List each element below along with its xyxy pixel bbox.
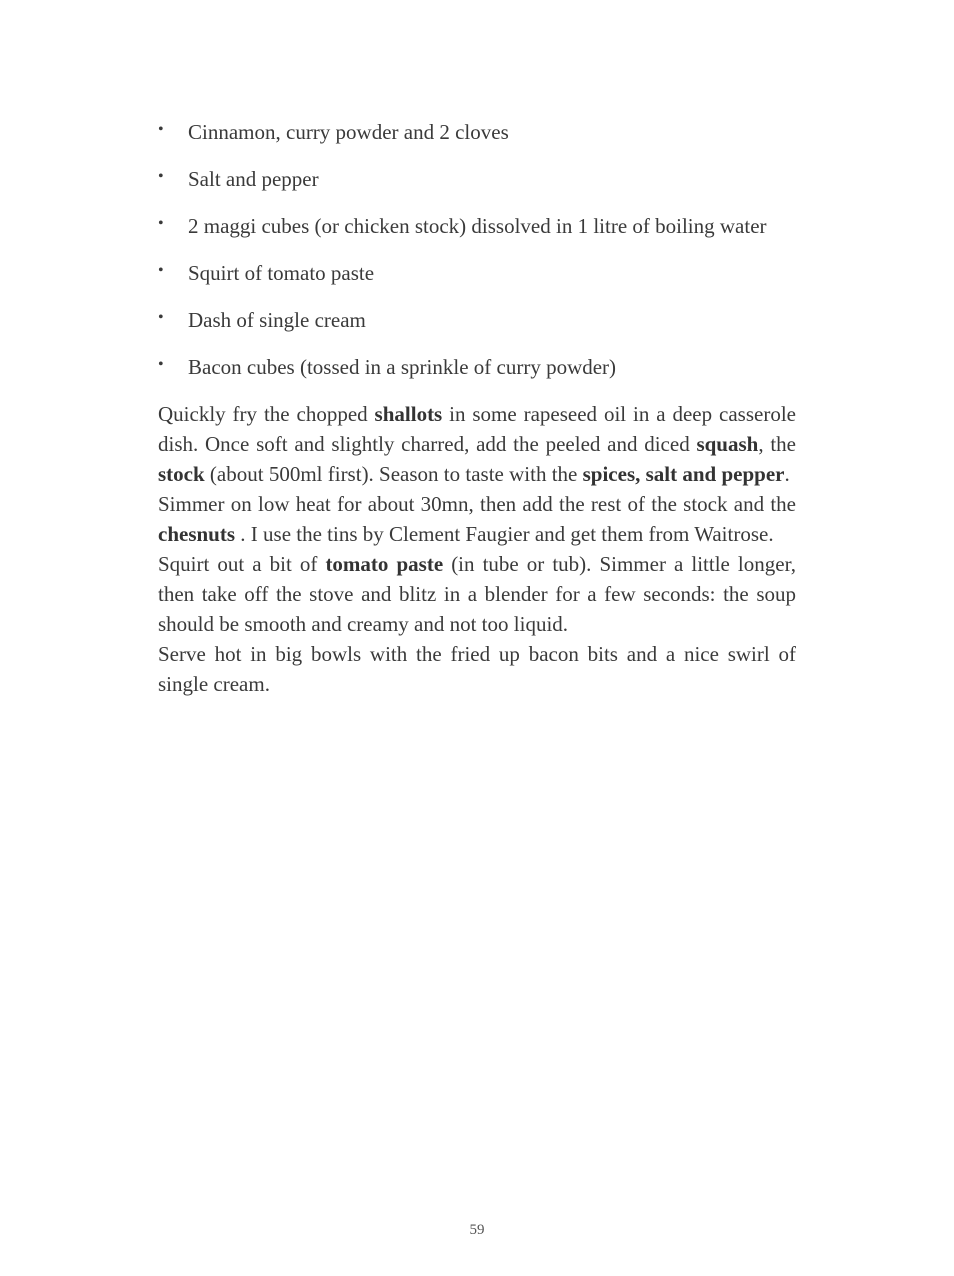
bold-term: squash (696, 432, 759, 456)
ingredient-text: Cinnamon, curry powder and 2 cloves (188, 120, 509, 144)
text-run: Quickly fry the chopped (158, 402, 375, 426)
bullet-icon: • (158, 356, 164, 373)
bold-term: tomato paste (325, 552, 444, 576)
text-run: Simmer on low heat for about 30mn, then add the rest of the stock and the (158, 492, 796, 516)
bold-term: shallots (374, 402, 443, 426)
bullet-icon: • (158, 121, 164, 138)
method-paragraph-2 (158, 489, 796, 549)
list-item (158, 352, 796, 382)
method-section (158, 399, 796, 699)
bullet-icon: • (158, 309, 164, 326)
bullet-icon: • (158, 262, 164, 279)
list-item (158, 117, 796, 147)
ingredient-text: Bacon cubes (tossed in a sprinkle of curry powder) (188, 355, 617, 379)
bullet-icon: • (158, 215, 164, 232)
bold-term: stock (158, 462, 205, 486)
ingredient-text: 2 maggi cubes (or chicken stock) dissolved in 1 litre of boiling water (188, 214, 767, 238)
text-run: in some rapeseed oil in a deep casserole dish. Once soft and slightly charred, add the peeled and diced (158, 402, 796, 456)
ingredient-text: Dash of single cream (188, 308, 366, 332)
recipe-content (158, 117, 796, 699)
ingredient-text: Squirt of tomato paste (188, 261, 375, 285)
list-item (158, 258, 796, 288)
text-run: Squirt out a bit of (158, 552, 326, 576)
text-run: . I use the tins by Clement Faugier and get them from Waitrose. (235, 522, 774, 546)
bullet-icon: • (158, 168, 164, 185)
bold-term: chesnuts (158, 522, 236, 546)
list-item (158, 305, 796, 335)
ingredient-text: Salt and pepper (188, 167, 319, 191)
method-paragraph-1 (158, 399, 796, 489)
bold-term: spices, salt and pepper (582, 462, 785, 486)
method-paragraph-3 (158, 549, 796, 639)
list-item (158, 211, 796, 241)
page-number: 59 (469, 1222, 485, 1238)
text-run: Serve hot in big bowls with the fried up bacon bits and a nice swirl of single cream. (158, 642, 796, 696)
text-run: (about 500ml first). Season to taste with the (204, 462, 583, 486)
list-item (158, 164, 796, 194)
text-run: , the (758, 432, 797, 456)
text-run: . (784, 462, 790, 486)
method-paragraph-4 (158, 639, 796, 699)
ingredient-list (158, 117, 796, 382)
text-run: (in tube or tub). Simmer a little longer, then take off the stove and blitz in a blender for a few seconds: the soup should be smooth and creamy and not too liquid. (158, 552, 796, 636)
